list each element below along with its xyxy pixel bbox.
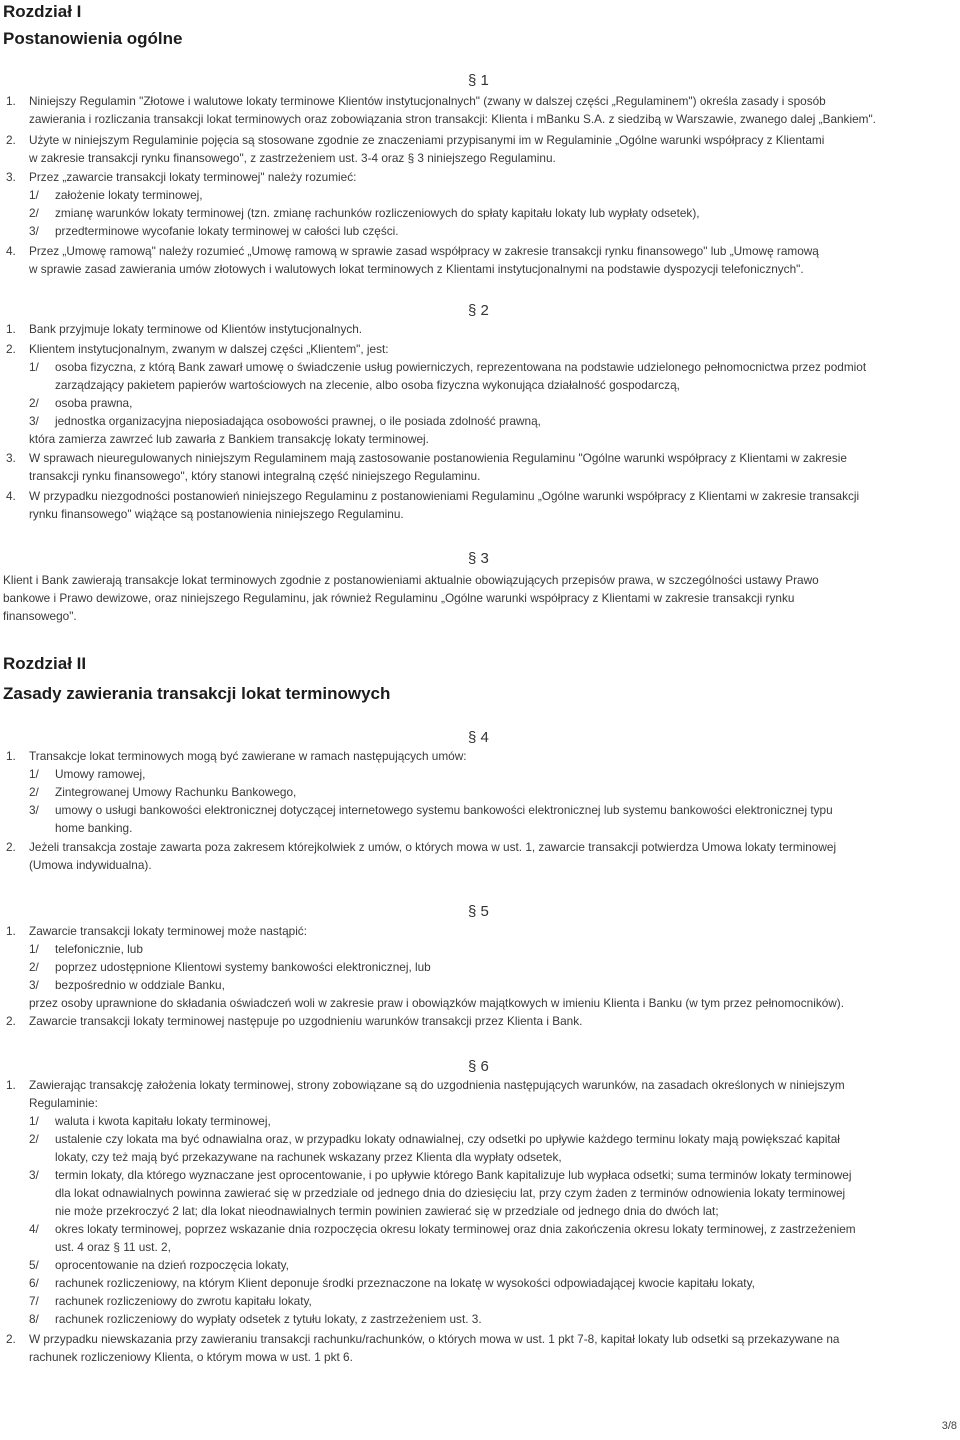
item-number: 3. <box>6 451 16 465</box>
subitem-text: jednostka organizacyjna nieposiadająca osobowości prawnej, o ile posiada zdolność prawną, <box>55 414 541 428</box>
section-3-heading: § 3 <box>468 550 489 567</box>
subitem-number: 3/ <box>29 978 39 992</box>
item-text: Zawierając transakcję założenia lokaty terminowej, strony zobowiązane są do uzgodnienia następujących warunków, na zasadach określonych w niniejszym <box>29 1078 845 1092</box>
item-number: 1. <box>6 924 16 938</box>
subitem-number: 2/ <box>29 206 39 220</box>
subitem-number: 1/ <box>29 360 39 374</box>
subitem-text: lokaty, czy też mają być przekazywane na rachunek wskazany przez Klienta dla wypłaty odsetek, <box>55 1150 562 1164</box>
subitem-number: 3/ <box>29 1168 39 1182</box>
subitem-text: osoba fizyczna, z którą Bank zawarł umowę o świadczenie usług powierniczych, reprezentowana na podstawie udzielonego pełnomocnictwa przez podmiot <box>55 360 867 374</box>
item-text: rynku finansowego" wiążące są postanowienia niniejszego Regulaminu. <box>29 507 404 521</box>
item-number: 1. <box>6 749 16 763</box>
subitem-number: 2/ <box>29 960 39 974</box>
item-number: 2. <box>6 1014 16 1028</box>
subitem-text: bezpośrednio w oddziale Banku, <box>55 978 225 992</box>
subitem-text: telefonicznie, lub <box>55 942 143 956</box>
item-text: Niniejszy Regulamin "Złotowe i walutowe lokaty terminowe Klientów instytucjonalnych" (zwany w dalszej części „Regulaminem") określa zasady i sposób <box>29 94 826 108</box>
item-text: która zamierza zawrzeć lub zawarła z Bankiem transakcję lokaty terminowej. <box>29 432 429 446</box>
section-4-heading: § 4 <box>468 729 489 746</box>
section-5-heading: § 5 <box>468 903 489 920</box>
chapter-1-label: Rozdział I <box>3 2 82 21</box>
item-number: 3. <box>6 170 16 184</box>
item-number: 4. <box>6 244 16 258</box>
item-number: 2. <box>6 840 16 854</box>
subitem-text: rachunek rozliczeniowy do zwrotu kapitału lokaty, <box>55 1294 312 1308</box>
subitem-number: 1/ <box>29 942 39 956</box>
subitem-text: nie może przekroczyć 2 lat; dla lokat nieodnawialnych termin powinien zawierać się w przedziale od jednego dnia do dwóch lat; <box>55 1204 719 1218</box>
subitem-number: 2/ <box>29 396 39 410</box>
item-text: Przez „Umowę ramową" należy rozumieć „Umowę ramową w sprawie zasad współpracy w zakresie transakcji rynku finansowego" lub „Umowę ramową <box>29 244 819 258</box>
item-number: 2. <box>6 133 16 147</box>
subitem-text: ust. 4 oraz § 11 ust. 2, <box>55 1240 171 1254</box>
subitem-number: 4/ <box>29 1222 39 1236</box>
chapter-2-title: Zasady zawierania transakcji lokat terminowych <box>3 684 391 703</box>
item-text: W sprawach nieuregulowanych niniejszym Regulaminem mają zastosowanie postanowienia Regulaminu "Ogólne warunki współpracy z Klientami w zakresie <box>29 451 847 465</box>
subitem-text: waluta i kwota kapitału lokaty terminowej, <box>55 1114 271 1128</box>
subitem-number: 7/ <box>29 1294 39 1308</box>
subitem-number: 2/ <box>29 785 39 799</box>
subitem-text: oprocentowanie na dzień rozpoczęcia lokaty, <box>55 1258 289 1272</box>
subitem-text: zmianę warunków lokaty terminowej (tzn. zmianę rachunków rozliczeniowych do spłaty kapitału lokaty lub wypłaty odsetek), <box>55 206 700 220</box>
subitem-text: założenie lokaty terminowej, <box>55 188 203 202</box>
item-text: Użyte w niniejszym Regulaminie pojęcia są stosowane zgodnie ze znaczeniami przypisanymi im w Regulaminie „Ogólne warunki współpracy z Klientami <box>29 133 825 147</box>
subitem-text: ustalenie czy lokata ma być odnawialna oraz, w przypadku lokaty odnawialnej, czy odsetki po upływie każdego terminu lokaty mają powiększać kapitał <box>55 1132 840 1146</box>
subitem-number: 1/ <box>29 767 39 781</box>
item-number: 2. <box>6 1332 16 1346</box>
paragraph-text: bankowe i Prawo dewizowe, oraz niniejszego Regulaminu, jak również Regulaminu „Ogólne warunki współpracy z Klientami w zakresie transakcji rynku <box>3 591 795 605</box>
subitem-number: 1/ <box>29 1114 39 1128</box>
paragraph-text: Klient i Bank zawierają transakcje lokat terminowych zgodnie z postanowieniami aktualnie obowiązujących przepisów prawa, w szczególności ustawy Prawo <box>3 573 819 587</box>
subitem-number: 3/ <box>29 803 39 817</box>
subitem-text: zarządzający pakietem papierów wartościowych na zlecenie, albo osoba fizyczna wykonująca działalność gospodarczą, <box>55 378 680 392</box>
subitem-text: dla lokat odnawialnych powinna zawierać się w przedziale od jednego dnia do dziesięciu lat, przy czym żaden z terminów odnowienia lokaty terminowej <box>55 1186 846 1200</box>
subitem-text: okres lokaty terminowej, poprzez wskazanie dnia rozpoczęcia okresu lokaty terminowej oraz dnia zakończenia okresu lokaty terminowej, z zastrzeżeniem <box>55 1222 856 1236</box>
item-text: Zawarcie transakcji lokaty terminowej może nastąpić: <box>29 924 307 938</box>
section-6-heading: § 6 <box>468 1058 489 1075</box>
section-2-heading: § 2 <box>468 302 489 319</box>
subitem-text: umowy o usługi bankowości elektronicznej dotyczącej internetowego systemu bankowości elektronicznej lub systemu bankowości elektronicznej typu <box>55 803 833 817</box>
paragraph-text: finansowego". <box>3 609 77 623</box>
item-text: Transakcje lokat terminowych mogą być zawierane w ramach następujących umów: <box>29 749 467 763</box>
subitem-number: 3/ <box>29 414 39 428</box>
subitem-number: 3/ <box>29 224 39 238</box>
subitem-number: 5/ <box>29 1258 39 1272</box>
item-text: Zawarcie transakcji lokaty terminowej następuje po uzgodnieniu warunków transakcji przez Klienta i Bank. <box>29 1014 583 1028</box>
item-number: 1. <box>6 94 16 108</box>
subitem-text: home banking. <box>55 821 133 835</box>
item-number: 4. <box>6 489 16 503</box>
subitem-text: Umowy ramowej, <box>55 767 146 781</box>
item-number: 2. <box>6 342 16 356</box>
item-text: Przez „zawarcie transakcji lokaty terminowej" należy rozumieć: <box>29 170 357 184</box>
subitem-text: termin lokaty, dla którego wyznaczane jest oprocentowanie, i po upływie którego Bank kapitalizuje lub wypłaca odsetki; suma terminów lokaty terminowej <box>55 1168 852 1182</box>
item-text: rachunek rozliczeniowy Klienta, o którym mowa w ust. 1 pkt 6. <box>29 1350 353 1364</box>
subitem-number: 2/ <box>29 1132 39 1146</box>
item-text: zawierania i rozliczania transakcji lokat terminowych oraz zobowiązania stron transakcji: Klienta i mBanku S.A. z siedzibą w Warszawie, zwanego dalej „Bankiem". <box>29 112 876 126</box>
item-text: w zakresie transakcji rynku finansowego", z zastrzeżeniem ust. 3-4 oraz § 3 niniejszego Regulaminu. <box>29 151 556 165</box>
item-text: Bank przyjmuje lokaty terminowe od Klientów instytucjonalnych. <box>29 322 363 336</box>
section-1-heading: § 1 <box>468 72 489 89</box>
subitem-text: osoba prawna, <box>55 396 133 410</box>
item-text: w sprawie zasad zawierania umów złotowych i walutowych lokat terminowych z Klientami instytucjonalnymi na podstawie dyspozycji telefonicznych". <box>29 262 804 276</box>
item-text: Klientem instytucjonalnym, zwanym w dalszej części „Klientem", jest: <box>29 342 389 356</box>
chapter-2-label: Rozdział II <box>3 654 87 673</box>
subitem-text: poprzez udostępnione Klientowi systemy bankowości elektronicznej, lub <box>55 960 431 974</box>
subitem-text: rachunek rozliczeniowy, na którym Klient deponuje środki przeznaczone na lokatę w wysokości odpowiadającej kwocie kapitału lokaty, <box>55 1276 755 1290</box>
subitem-text: rachunek rozliczeniowy do wypłaty odsetek z tytułu lokaty, z zastrzeżeniem ust. 3. <box>55 1312 482 1326</box>
subitem-text: Zintegrowanej Umowy Rachunku Bankowego, <box>55 785 297 799</box>
item-text: Jeżeli transakcja zostaje zawarta poza zakresem którejkolwiek z umów, o których mowa w ust. 1, zawarcie transakcji potwierdza Umowa lokaty terminowej <box>29 840 837 854</box>
subitem-number: 8/ <box>29 1312 39 1326</box>
item-text: transakcji rynku finansowego", który stanowi integralną część niniejszego Regulaminu. <box>29 469 481 483</box>
item-text: W przypadku niezgodności postanowień niniejszego Regulaminu z postanowieniami Regulaminu „Ogólne warunki współpracy z Klientami w zakresie transakcji <box>29 489 860 503</box>
item-text: Regulaminie: <box>29 1096 98 1110</box>
subitem-text: przedterminowe wycofanie lokaty terminowej w całości lub części. <box>55 224 399 238</box>
item-text: W przypadku niewskazania przy zawieraniu transakcji rachunku/rachunków, o których mowa w ust. 1 pkt 7-8, kapitał lokaty lub odsetki są przekazywane na <box>29 1332 840 1346</box>
subitem-number: 6/ <box>29 1276 39 1290</box>
item-text: przez osoby uprawnione do składania oświadczeń woli w zakresie praw i obowiązków majątkowych w imieniu Klienta i Banku (w tym przez pełnomocników). <box>29 996 845 1010</box>
subitem-number: 1/ <box>29 188 39 202</box>
item-number: 1. <box>6 322 16 336</box>
item-number: 1. <box>6 1078 16 1092</box>
chapter-1-title: Postanowienia ogólne <box>3 29 183 48</box>
page-number: 3/8 <box>941 1420 957 1432</box>
item-text: (Umowa indywidualna). <box>29 858 152 872</box>
